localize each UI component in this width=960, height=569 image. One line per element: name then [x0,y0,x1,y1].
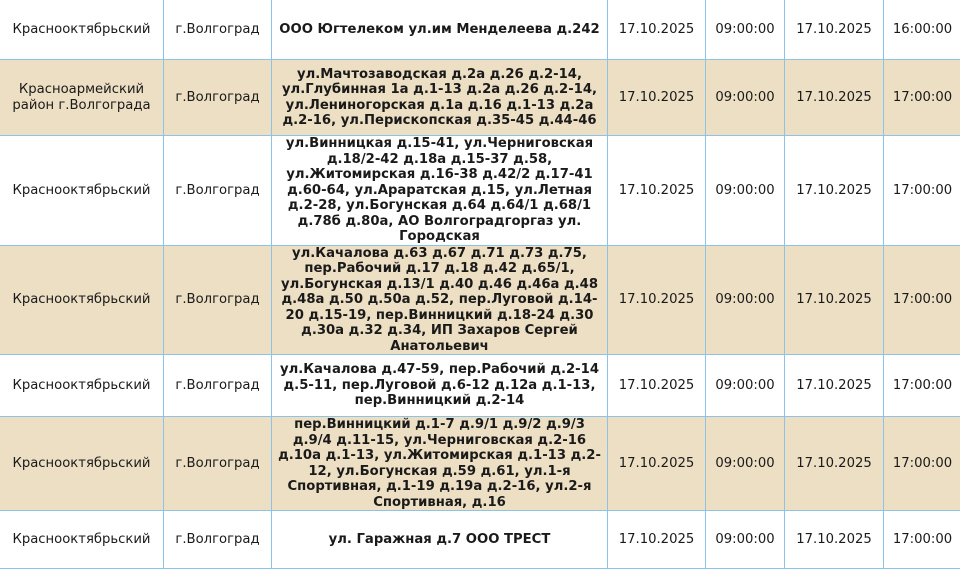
district-cell: Краснооктябрьский [0,245,164,355]
city-cell: г.Волгоград [164,245,272,355]
end-date-cell: 17.10.2025 [785,60,884,136]
city-cell: г.Волгоград [164,136,272,246]
district-cell: Краснооктябрьский [0,417,164,511]
end-time-cell: 17:00:00 [884,355,960,417]
district-cell: Краснооктябрьский [0,355,164,417]
start-time-cell: 09:00:00 [706,417,785,511]
city-cell: г.Волгоград [164,417,272,511]
start-time-cell: 09:00:00 [706,0,785,60]
start-time-cell: 09:00:00 [706,355,785,417]
end-date-cell: 17.10.2025 [785,0,884,60]
end-date-cell: 17.10.2025 [785,417,884,511]
end-date-cell: 17.10.2025 [785,245,884,355]
start-date-cell: 17.10.2025 [608,136,706,246]
address-cell: ул.Мачтозаводская д.2а д.26 д.2-14, ул.Глубинная 1а д.1-13 д.2а д.26 д.2-14, ул.Лениногорская д.1а д.16 д.1-13 д.2а д.2-16, ул.Перископская д.35-45 д.44-46 [272,60,608,136]
start-date-cell: 17.10.2025 [608,60,706,136]
start-time-cell: 09:00:00 [706,245,785,355]
end-date-cell: 17.10.2025 [785,136,884,246]
address-cell: пер.Винницкий д.1-7 д.9/1 д.9/2 д.9/3 д.9/4 д.11-15, ул.Черниговская д.2-16 д.10а д.1-13, ул.Житомирская д.1-13 д.2-12, ул.Богунская д.59 д.61, ул.1-я Спортивная, д.1-19 д.19а д.2-16, ул.2-я Спортивная, д.16 [272,417,608,511]
end-time-cell: 17:00:00 [884,511,960,569]
end-date-cell: 17.10.2025 [785,511,884,569]
end-time-cell: 17:00:00 [884,136,960,246]
city-cell: г.Волгоград [164,0,272,60]
district-cell: Краснооктябрьский [0,0,164,60]
table-row [0,60,960,136]
address-cell: ул. Гаражная д.7 ООО ТРЕСТ [272,511,608,569]
end-time-cell: 16:00:00 [884,0,960,60]
end-time-cell: 17:00:00 [884,417,960,511]
district-cell: Красноармейский район г.Волгограда [0,60,164,136]
city-cell: г.Волгоград [164,60,272,136]
address-cell: ул.Винницкая д.15-41, ул.Черниговская д.18/2-42 д.18а д.15-37 д.58, ул.Житомирская д.16-38 д.42/2 д.17-41 д.60-64, ул.Араратская д.15, ул.Летная д.2-28, ул.Богунская д.64 д.64/1 д.68/1 д.78б д.80а, АО Волгоградгоргаз ул. Городская [272,136,608,246]
start-time-cell: 09:00:00 [706,60,785,136]
address-cell: ООО Югтелеком ул.им Менделеева д.242 [272,0,608,60]
table-row [0,417,960,511]
city-cell: г.Волгоград [164,511,272,569]
city-cell: г.Волгоград [164,355,272,417]
start-time-cell: 09:00:00 [706,136,785,246]
start-time-cell: 09:00:00 [706,511,785,569]
end-time-cell: 17:00:00 [884,60,960,136]
district-cell: Краснооктябрьский [0,511,164,569]
table-row [0,245,960,355]
table-row [0,0,960,60]
table-row [0,136,960,246]
start-date-cell: 17.10.2025 [608,0,706,60]
start-date-cell: 17.10.2025 [608,417,706,511]
start-date-cell: 17.10.2025 [608,355,706,417]
address-cell: ул.Качалова д.63 д.67 д.71 д.73 д.75, пер.Рабочий д.17 д.18 д.42 д.65/1, ул.Богунская д.13/1 д.40 д.46 д.46а д.48 д.48а д.50 д.50а д.52, пер.Луговой д.14-20 д.15-19, пер.Винницкий д.18-24 д.30 д.30а д.32 д.34, ИП Захаров Сергей Анатольевич [272,245,608,355]
start-date-cell: 17.10.2025 [608,245,706,355]
district-cell: Краснооктябрьский [0,136,164,246]
start-date-cell: 17.10.2025 [608,511,706,569]
table-row [0,355,960,417]
address-cell: ул.Качалова д.47-59, пер.Рабочий д.2-14 д.5-11, пер.Луговой д.6-12 д.12а д.1-13, пер.Винницкий д.2-14 [272,355,608,417]
end-date-cell: 17.10.2025 [785,355,884,417]
end-time-cell: 17:00:00 [884,245,960,355]
